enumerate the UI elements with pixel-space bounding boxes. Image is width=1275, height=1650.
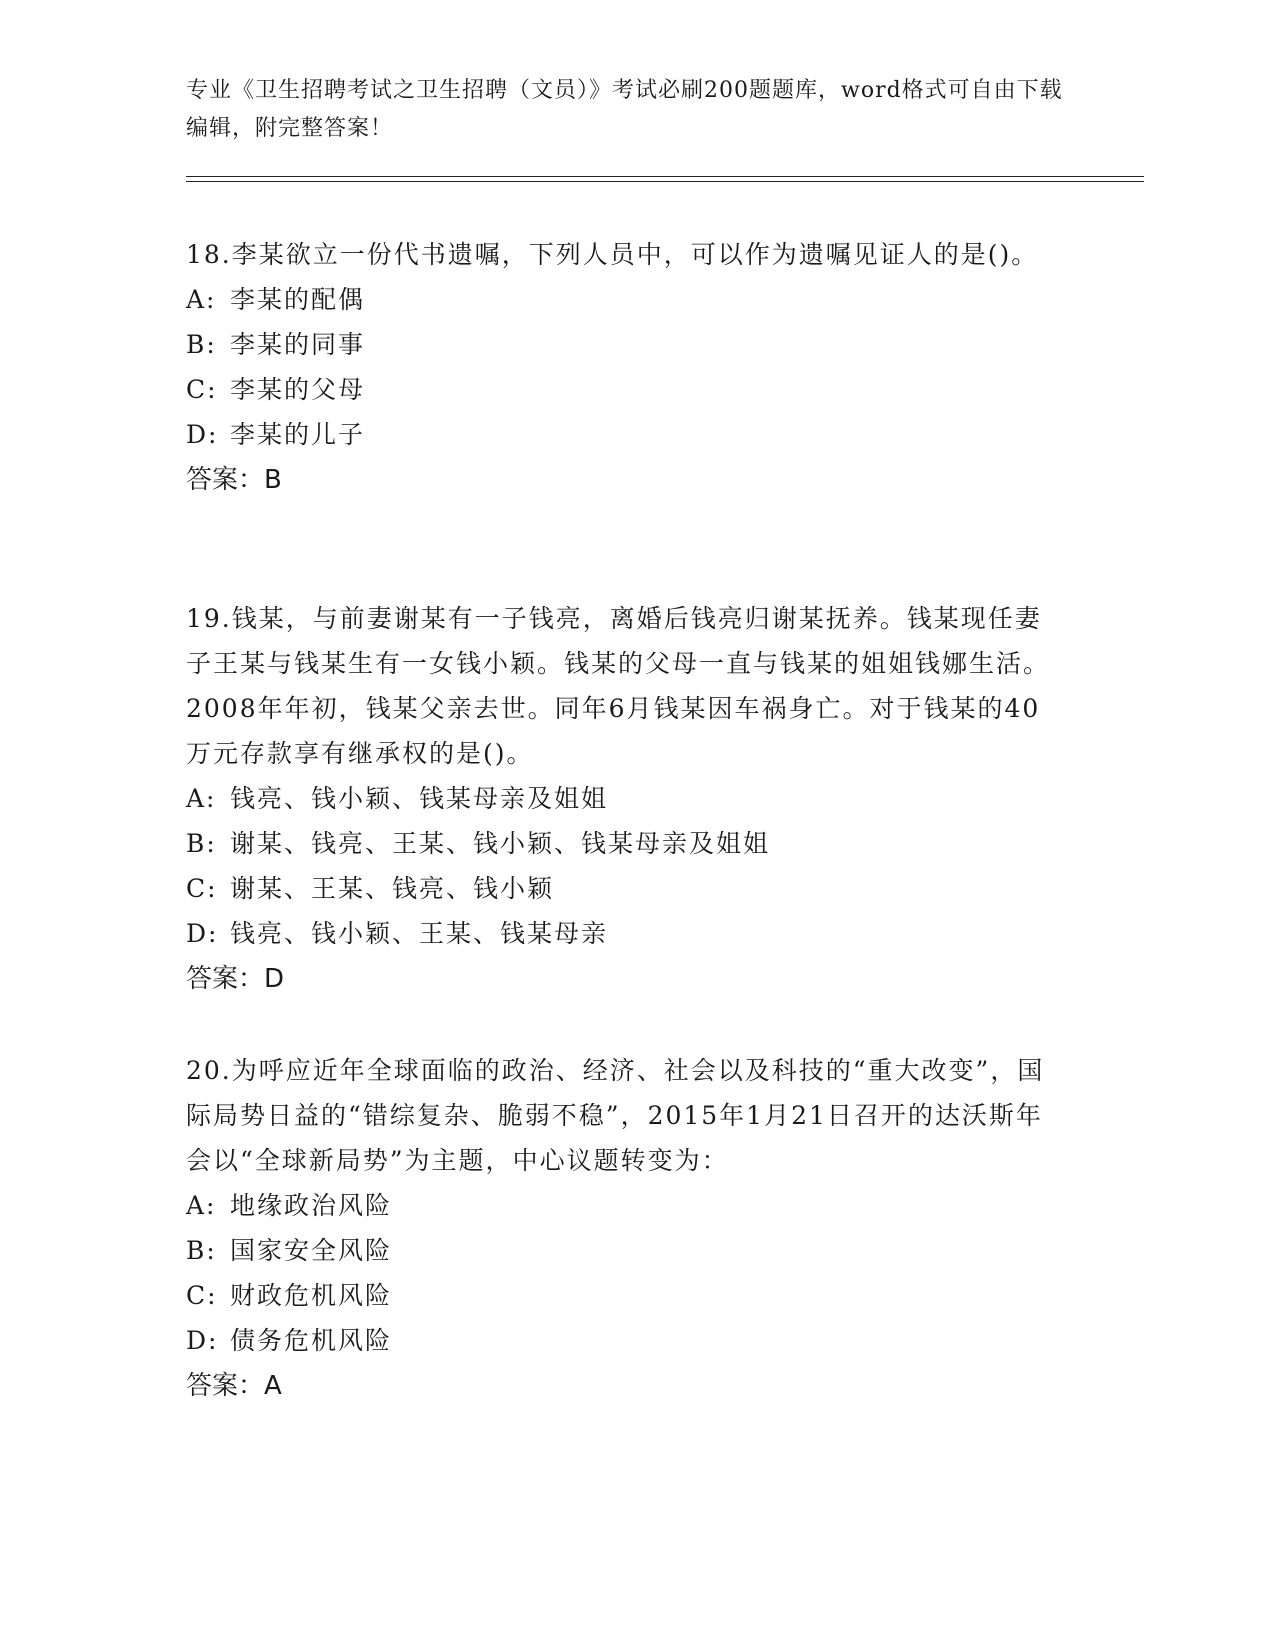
option-letter: C: — [186, 874, 218, 903]
option-letter: B: — [186, 1236, 217, 1265]
option-text: 李某的儿子 — [230, 420, 366, 449]
option-d — [186, 1318, 1066, 1363]
option-text: 钱亮、钱小颖、钱某母亲及姐姐 — [230, 784, 609, 813]
option-letter: C: — [186, 1281, 218, 1310]
option-letter: C: — [186, 375, 218, 404]
option-text: 地缘政治风险 — [230, 1191, 393, 1220]
option-a — [186, 776, 1066, 821]
option-c — [186, 866, 1066, 911]
question-19 — [186, 596, 1066, 1002]
question-20 — [186, 1048, 1066, 1409]
option-d — [186, 412, 1066, 457]
option-text: 谢某、钱亮、王某、钱小颖、钱某母亲及姐姐 — [230, 829, 771, 858]
answer-line: 答案：D — [186, 964, 285, 994]
option-text: 李某的父母 — [230, 375, 366, 404]
header-rule-bottom — [186, 181, 1144, 182]
option-c — [186, 367, 1066, 412]
option-a — [186, 277, 1066, 322]
option-a — [186, 1183, 1066, 1228]
question-stem: 20.为呼应近年全球面临的政治、经济、社会以及科技的“重大改变”，国际局势日益的“错综复杂、脆弱不稳”，2015年1月21日召开的达沃斯年会以“全球新局势”为主题，中心议题转变为： — [186, 1056, 1045, 1175]
question-stem: 19.钱某，与前妻谢某有一子钱亮，离婚后钱亮归谢某抚养。钱某现任妻子王某与钱某生有一女钱小颖。钱某的父母一直与钱某的姐姐钱娜生活。2008年年初，钱某父亲去世。同年6月钱某因车祸身亡。对于钱某的40万元存款享有继承权的是()。 — [186, 604, 1051, 768]
option-letter: D: — [186, 420, 219, 449]
option-letter: A: — [186, 285, 217, 314]
option-text: 李某的同事 — [230, 330, 366, 359]
document-header: 专业《卫生招聘考试之卫生招聘（文员）》考试必刷200题题库，word格式可自由下载编辑，附完整答案！ — [186, 78, 1063, 141]
option-letter: B: — [186, 330, 217, 359]
option-letter: A: — [186, 1191, 217, 1220]
option-text: 谢某、王某、钱亮、钱小颖 — [230, 874, 555, 903]
option-b — [186, 1228, 1066, 1273]
option-letter: B: — [186, 829, 217, 858]
option-text: 债务危机风险 — [230, 1326, 393, 1355]
option-letter: A: — [186, 784, 217, 813]
option-d — [186, 911, 1066, 956]
option-letter: D: — [186, 919, 219, 948]
option-b — [186, 821, 1066, 866]
option-text: 李某的配偶 — [230, 285, 366, 314]
option-c — [186, 1273, 1066, 1318]
option-text: 财政危机风险 — [230, 1281, 393, 1310]
question-stem: 18.李某欲立一份代书遗嘱，下列人员中，可以作为遗嘱见证人的是()。 — [186, 240, 1039, 269]
option-text: 国家安全风险 — [230, 1236, 393, 1265]
question-18 — [186, 232, 1066, 503]
option-b — [186, 322, 1066, 367]
option-text: 钱亮、钱小颖、王某、钱某母亲 — [230, 919, 609, 948]
header-rule-top — [186, 176, 1144, 177]
option-letter: D: — [186, 1326, 219, 1355]
answer-line: 答案：A — [186, 1371, 282, 1401]
answer-line: 答案：B — [186, 465, 282, 495]
